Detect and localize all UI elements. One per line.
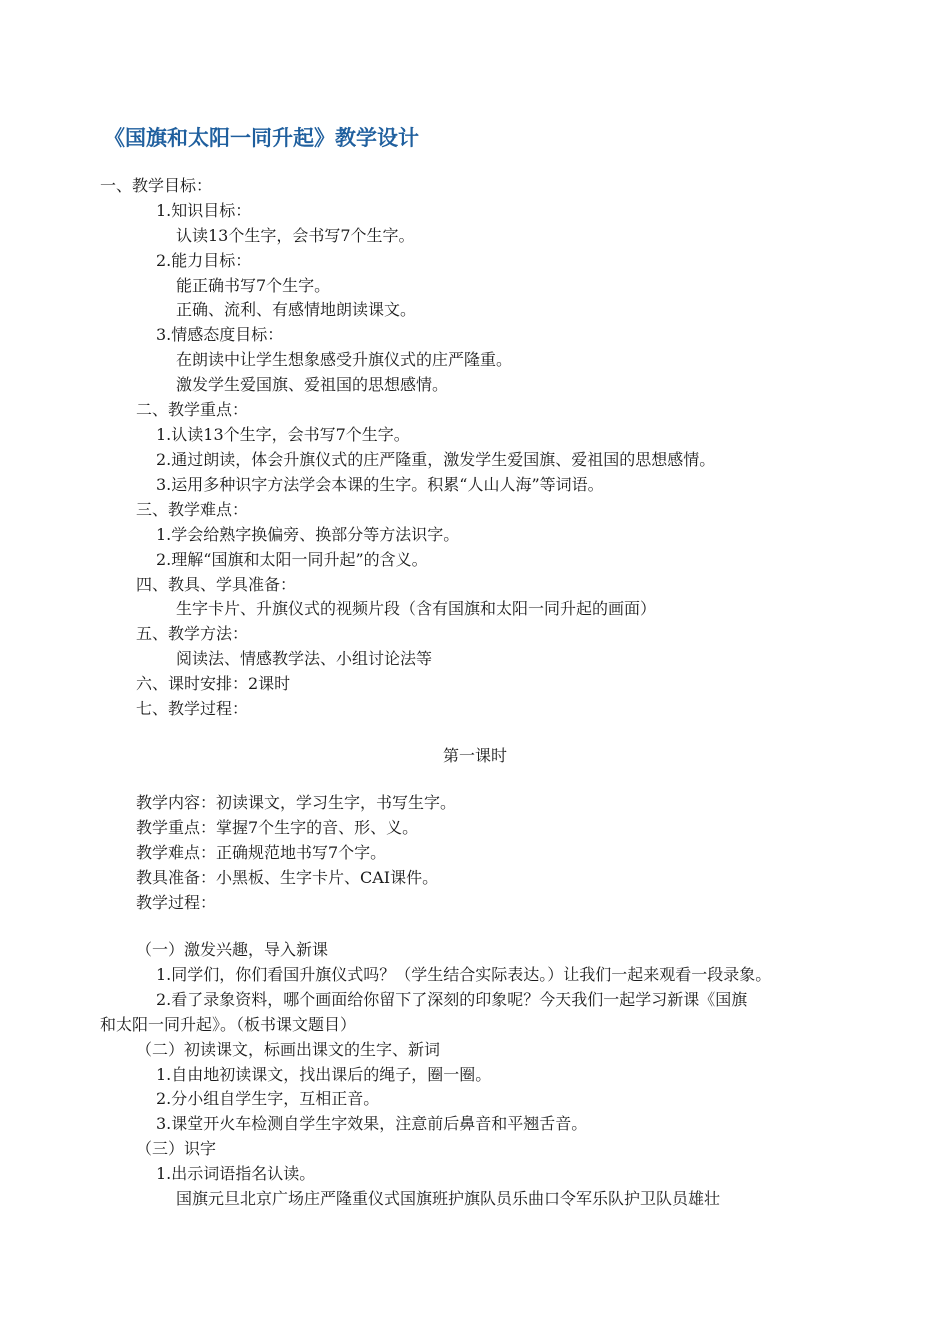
lesson-1-tools: 教具准备：小黑板、生字卡片、CAI课件。 [136,868,439,887]
s1-item-3-detail-b: 激发学生爱国旗、爱祖国的思想感情。 [176,375,449,394]
lesson-1-difficulty: 教学难点：正确规范地书写7个字。 [136,843,387,862]
s2-item-3: 3.运用多种识字方法学会本课的生字。积累“人山人海”等词语。 [156,475,604,494]
lesson-1-process: 教学过程： [136,893,217,912]
s5-detail: 阅读法、情感教学法、小组讨论法等 [176,649,433,668]
section-7-heading: 七、教学过程： [136,699,249,718]
s1-item-1-detail: 认读13个生字，会书写7个生字。 [176,226,415,245]
s3-item-2: 2.理解“国旗和太阳一同升起”的含义。 [156,550,428,569]
s1-item-3: 3.情感态度目标： [156,325,284,344]
s1-item-2-detail-b: 正确、流利、有感情地朗读课文。 [176,300,417,319]
s3-item-1: 1.学会给熟字换偏旁、换部分等方法识字。 [156,525,460,544]
s1-item-2-detail-a: 能正确书写7个生字。 [176,276,331,295]
s2-item-2: 2.通过朗读，体会升旗仪式的庄严隆重，激发学生爱国旗、爱祖国的思想感情。 [156,450,716,469]
s4-detail: 生字卡片、升旗仪式的视频片段（含有国旗和太阳一同升起的画面） [176,599,657,618]
p2-item-2: 2.分小组自学生字，互相正音。 [156,1089,380,1108]
lesson-1-title: 第一课时 [442,746,507,765]
s1-item-2: 2.能力目标： [156,251,252,270]
section-5-heading: 五、教学方法： [136,624,249,643]
s2-item-1: 1.认读13个生字，会书写7个生字。 [156,425,410,444]
section-2-heading: 二、教学重点： [136,400,249,419]
s1-item-3-detail-a: 在朗读中让学生想象感受升旗仪式的庄严隆重。 [176,350,513,369]
p2-item-1: 1.自由地初读课文，找出课后的绳子，圈一圈。 [156,1065,492,1084]
p3-word-list: 国旗元旦北京广场庄严隆重仪式国旗班护旗队员乐曲口令军乐队护卫队员雄壮 [176,1189,721,1208]
part-3-heading: （三）识字 [136,1139,217,1158]
section-3-heading: 三、教学难点： [136,500,249,519]
p1-item-2-line-2: 和太阳一同升起》。（板书课文题目） [100,1015,357,1034]
part-2-heading: （二）初读课文，标画出课文的生字、新词 [136,1040,441,1059]
p3-item-1: 1.出示词语指名认读。 [156,1164,316,1183]
s1-item-1: 1.知识目标： [156,201,252,220]
section-6-heading: 六、课时安排：2课时 [136,674,291,693]
part-1-heading: （一）激发兴趣，导入新课 [136,940,329,959]
section-1-heading: 一、教学目标： [100,176,213,195]
document-title: 《国旗和太阳一同升起》教学设计 [104,126,419,150]
p1-item-1: 1.同学们，你们看国升旗仪式吗？（学生结合实际表达。）让我们一起来观看一段录象。 [156,965,772,984]
p1-item-2-line-1: 2.看了录象资料，哪个画面给你留下了深刻的印象呢？今天我们一起学习新课《国旗 [156,990,748,1009]
lesson-1-content: 教学内容：初读课文，学习生字，书写生字。 [136,793,457,812]
section-4-heading: 四、教具、学具准备： [136,575,297,594]
p2-item-3: 3.课堂开火车检测自学生字效果，注意前后鼻音和平翘舌音。 [156,1114,588,1133]
lesson-1-focus: 教学重点：掌握7个生字的音、形、义。 [136,818,419,837]
